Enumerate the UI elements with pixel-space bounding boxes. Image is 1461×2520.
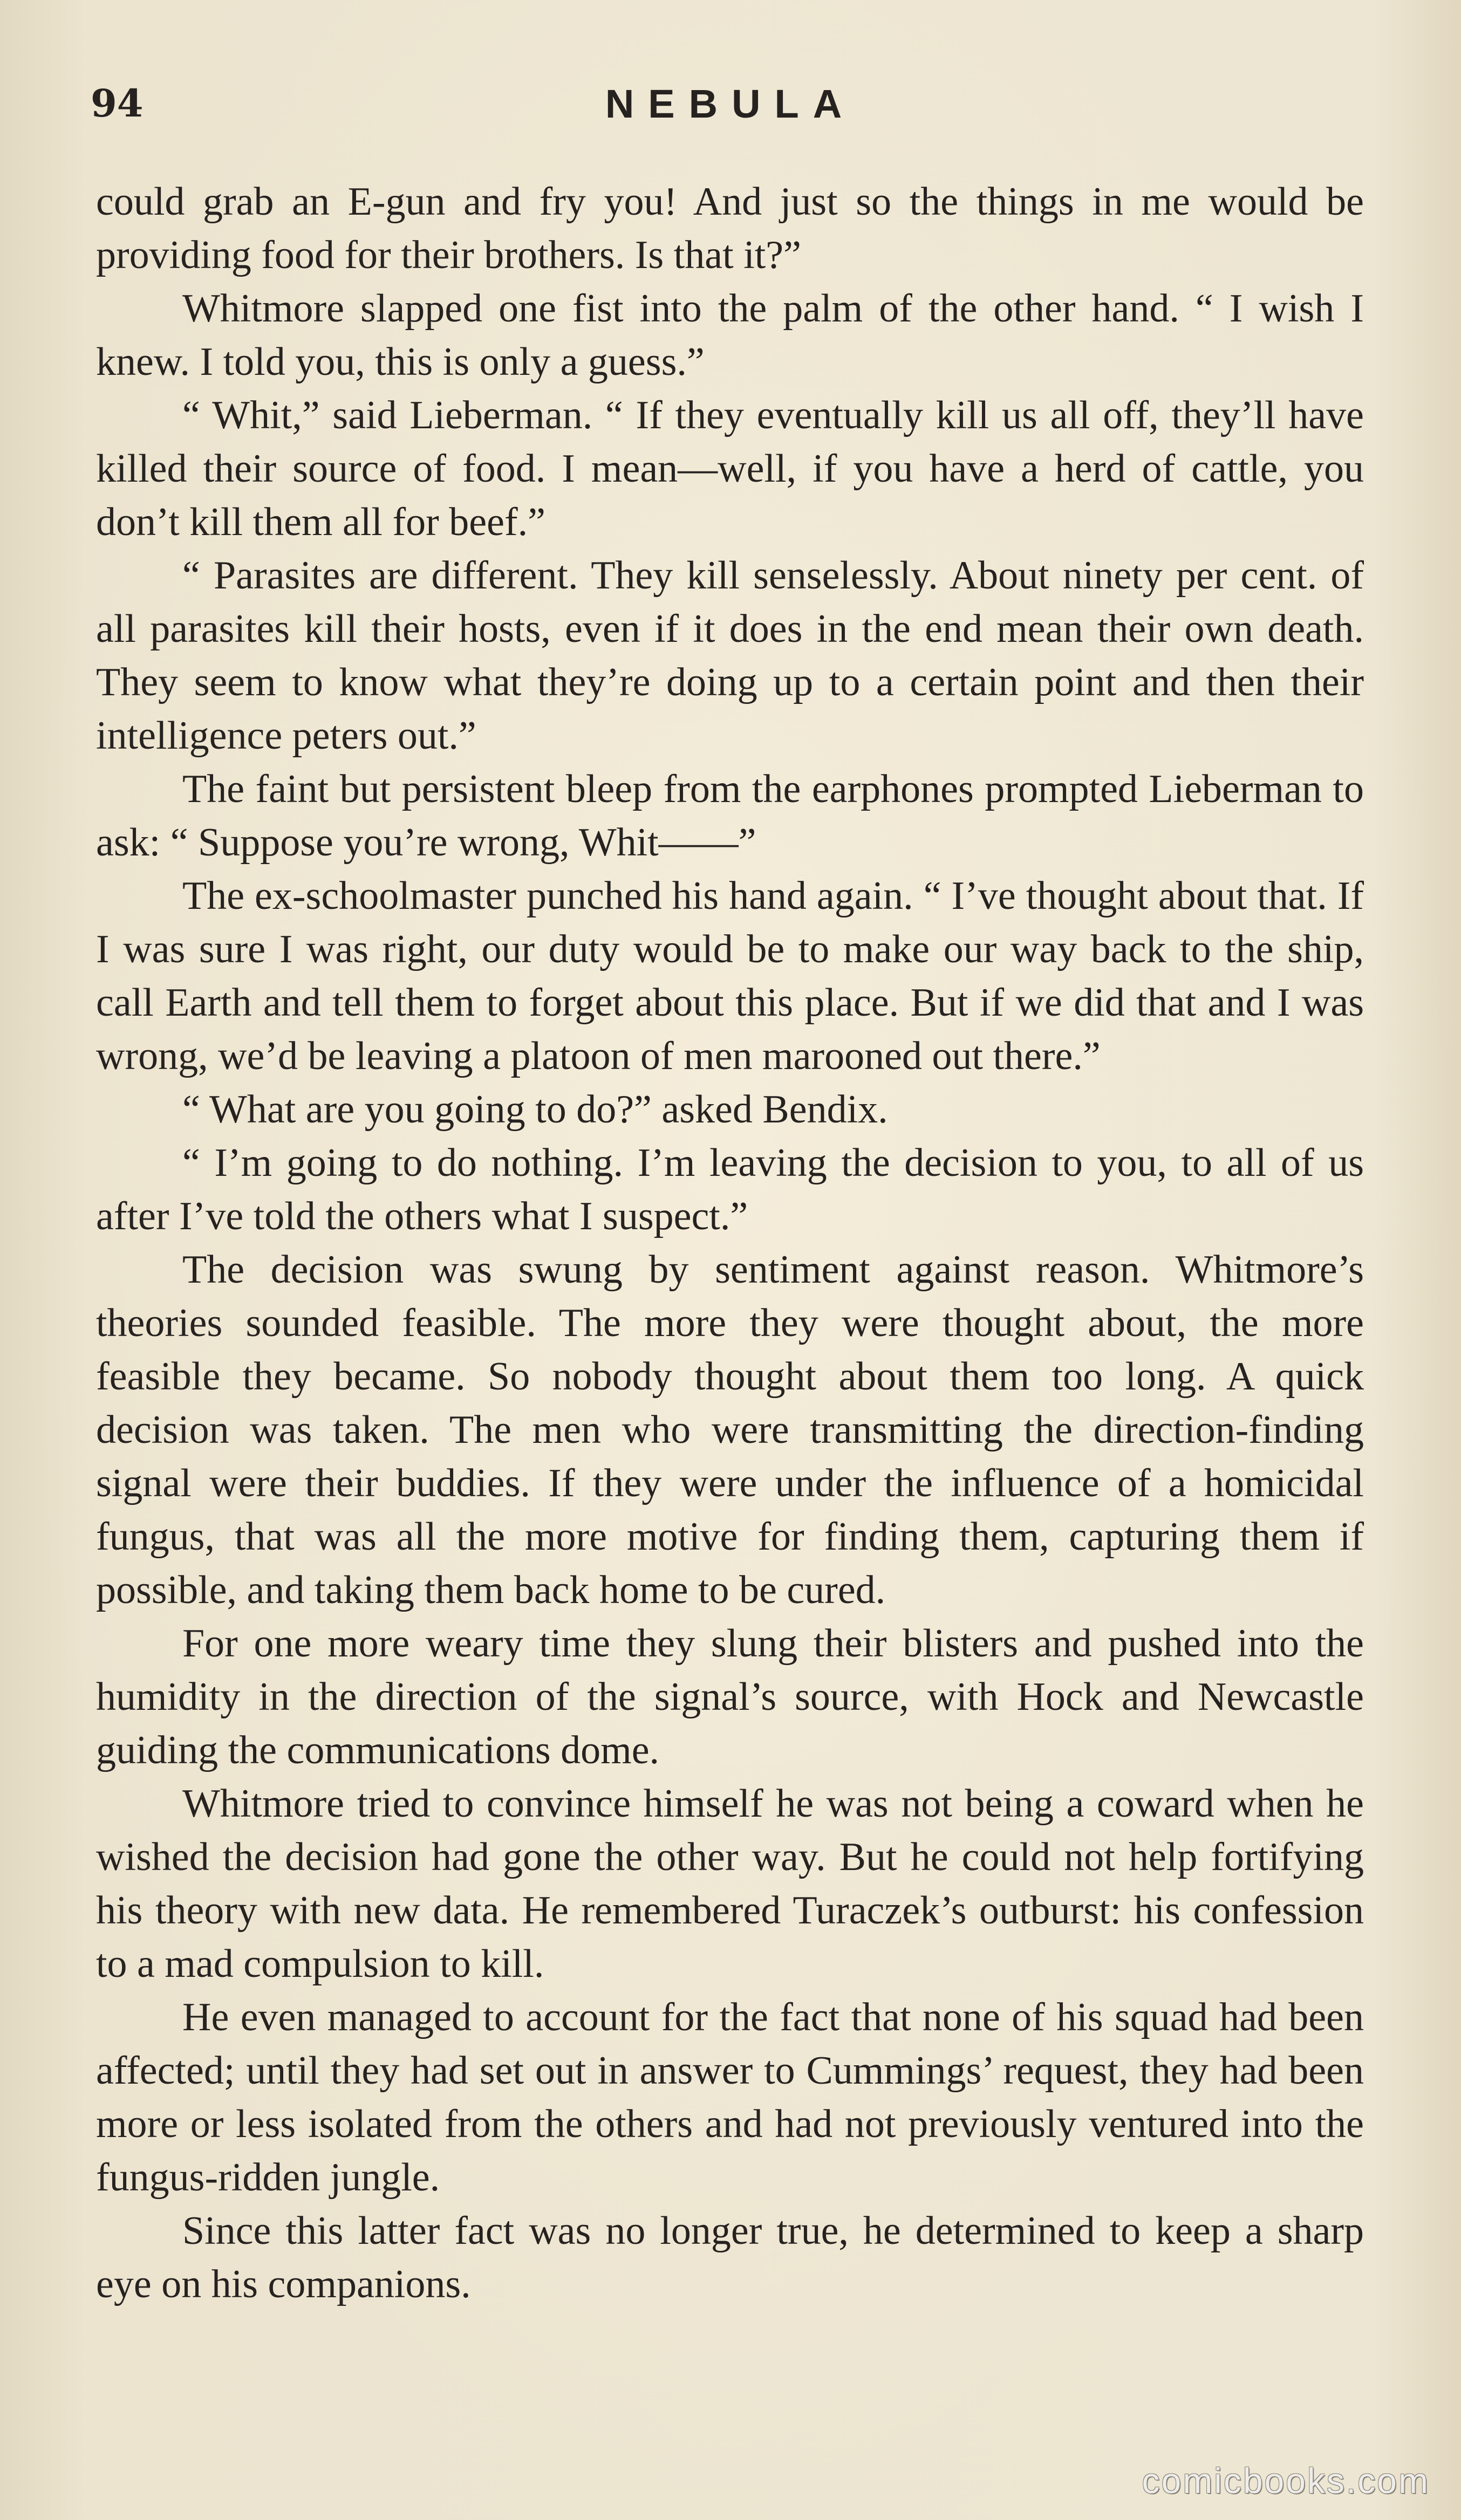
- paragraph: Whitmore slapped one fist into the palm of the other hand. “ I wish I knew. I told you, this is only a guess.”: [96, 286, 1364, 384]
- paragraph: The ex-schoolmaster punched his hand again. “ I’ve thought about that. If I was sure I was right, our duty would be to make our way back to the ship, call Earth and tell them to forget about this place. But if we did that and I was wrong, we’d be leaving a platoon of men marooned out there.”: [96, 874, 1364, 1078]
- page-number: 94: [91, 81, 144, 126]
- paragraph: “ I’m going to do nothing. I’m leaving the decision to you, to all of us after I’ve told the others what I suspect.”: [96, 1141, 1364, 1238]
- paragraph: “ What are you going to do?” asked Bendix.: [182, 1087, 888, 1132]
- paragraph: He even managed to account for the fact that none of his squad had been affected; until they had set out in answer to Cummings’ request, they had been more or less isolated from the others and had not previously ventured into the fungus-ridden jungle.: [96, 1995, 1364, 2200]
- paragraph: For one more weary time they slung their blisters and pushed into the humidity in the direction of the signal’s source, with Hock and Newcastle guiding the communications dome.: [96, 1621, 1364, 1772]
- body-text: [96, 175, 1364, 2311]
- paragraph: could grab an E-gun and fry you! And just so the things in me would be providing food for their brothers. Is that it?”: [96, 180, 1364, 277]
- page-header: [0, 81, 1461, 135]
- paragraph: “ Parasites are different. They kill senselessly. About ninety per cent. of all parasites kill their hosts, even if it does in the end mean their own death. They seem to know what they’re doing up to a certain point and then their intelligence peters out.”: [96, 553, 1364, 758]
- running-title: NEBULA: [605, 81, 856, 126]
- paragraph: The decision was swung by sentiment against reason. Whitmore’s theories sounded feasible. The more they were thought about, the more feasible they became. So nobody thought about them too long. A quick decision was taken. The men who were transmitting the direction-finding signal were their buddies. If they were under the influence of a homicidal fungus, that was all the more motive for finding them, capturing them if possible, and taking them back home to be cured.: [96, 1248, 1364, 1612]
- paragraph: “ Whit,” said Lieberman. “ If they eventually kill us all off, they’ll have killed their source of food. I mean—well, if you have a herd of cattle, you don’t kill them all for beef.”: [96, 393, 1364, 544]
- paragraph: Whitmore tried to convince himself he was not being a coward when he wished the decision had gone the other way. But he could not help fortifying his theory with new data. He remembered Turaczek’s outburst: his confession to a mad compulsion to kill.: [96, 1782, 1364, 1986]
- watermark: comicbooks.com: [1142, 2461, 1430, 2501]
- paragraph: Since this latter fact was no longer true, he determined to keep a sharp eye on his companions.: [96, 2209, 1364, 2306]
- paragraph: The faint but persistent bleep from the earphones prompted Lieberman to ask: “ Suppose you’re wrong, Whit——”: [96, 767, 1364, 865]
